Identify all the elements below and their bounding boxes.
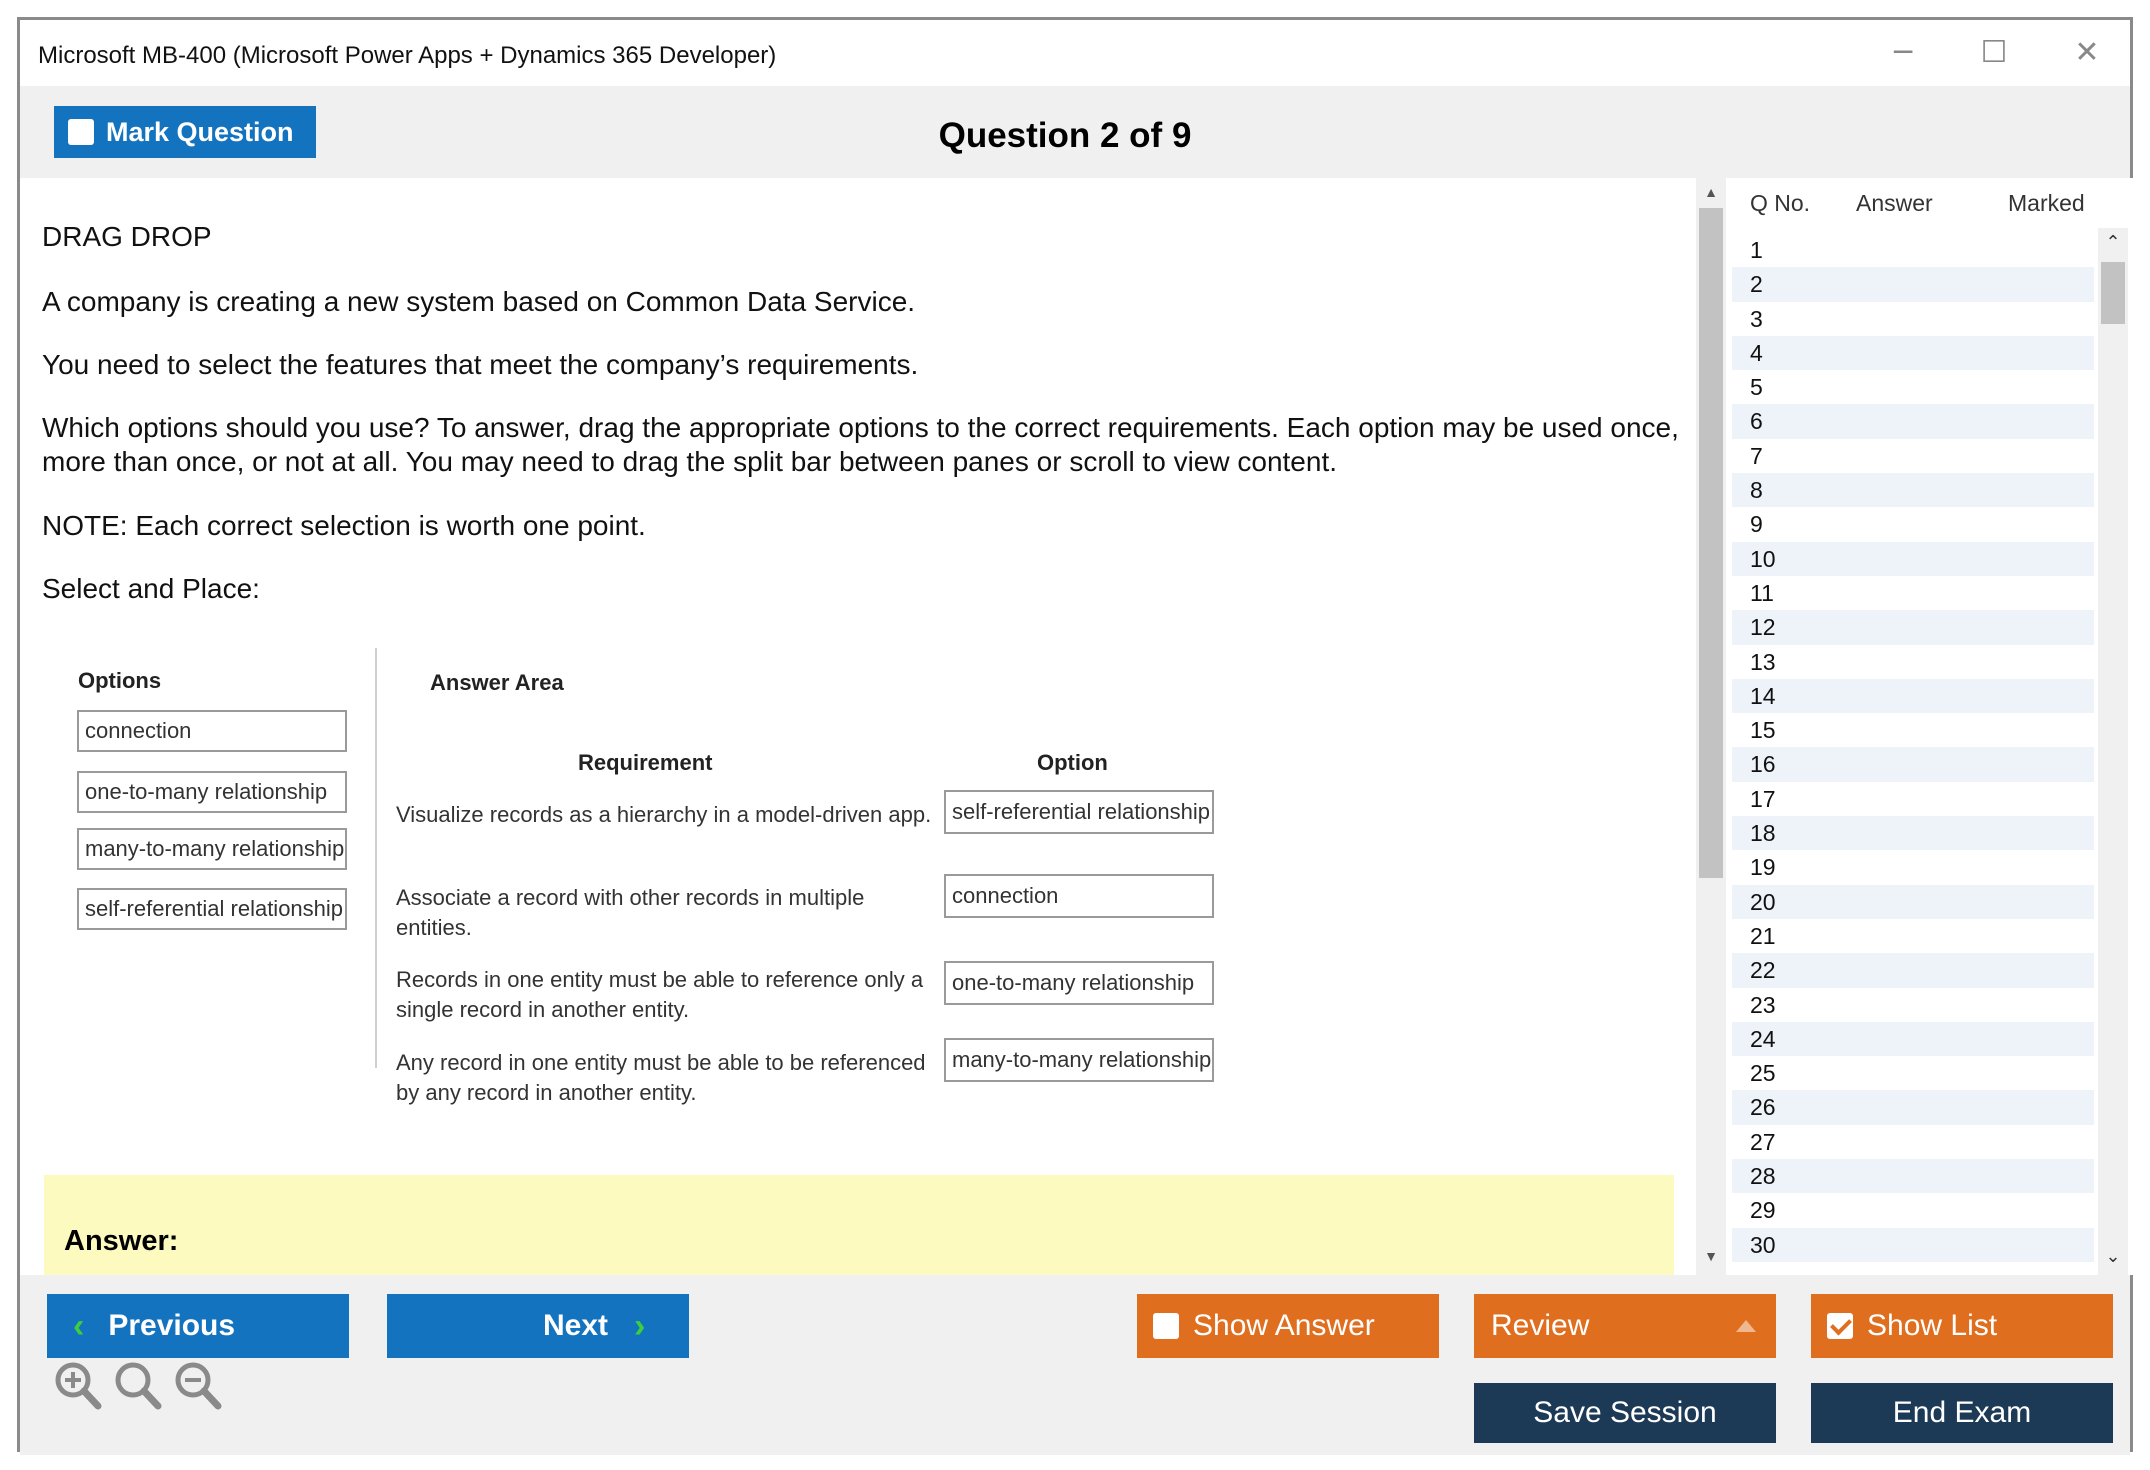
option-item[interactable]: connection [77,710,347,752]
question-list-item[interactable]: 15 [1750,717,1776,744]
question-list-item[interactable]: 9 [1750,511,1763,538]
next-label: Next [543,1309,609,1342]
zoom-out-icon[interactable] [173,1360,223,1412]
question-title: Question 2 of 9 [938,116,1192,155]
footer-toolbar [20,1275,2130,1455]
chevron-left-icon: ‹ [73,1306,85,1345]
question-type: DRAG DROP [42,221,212,252]
question-list-item[interactable]: 30 [1732,1228,2094,1262]
option-column-header: Option [1037,750,1108,775]
question-list-item[interactable]: 17 [1750,785,1776,812]
show-answer-button[interactable] [1137,1294,1439,1358]
requirement-text: Records in one entity must be able to reference only a [396,967,924,992]
question-list-item[interactable]: 13 [1750,648,1776,675]
question-scrollbar[interactable] [1696,178,1726,1275]
minimize-icon[interactable]: ─ [1893,35,1913,70]
question-pane [20,178,1695,1275]
previous-button[interactable] [47,1294,349,1358]
question-list-panel [1732,178,2136,1275]
chevron-down-icon[interactable]: ⌄ [2105,1246,2121,1266]
save-session-button[interactable]: Save Session [1474,1383,1776,1443]
question-list-item[interactable]: 16 [1732,747,2094,781]
review-button[interactable] [1474,1294,1776,1358]
zoom-in-icon[interactable] [53,1360,103,1412]
question-paragraph: Select and Place: [42,573,260,604]
question-paragraph: You need to select the features that meet the company’s requirements. [42,349,919,380]
scroll-down-icon[interactable]: ▼ [1704,1248,1718,1264]
question-list-item[interactable]: 6 [1732,404,2094,438]
question-list-item[interactable]: 18 [1732,816,2094,850]
answer-slot[interactable]: many-to-many relationship [944,1038,1214,1082]
answer-slot[interactable]: self-referential relationship [944,790,1214,834]
question-list-item[interactable]: 5 [1750,374,1763,401]
qno-column-header: Q No. [1750,190,1811,216]
option-item[interactable]: self-referential relationship [77,888,347,930]
question-paragraph: Which options should you use? To answer, drag the appropriate options to the correct requirements. Each option may be used once, more than once, or not at all. You may need to drag the split bar between panes or scroll to view content. [42,412,1679,477]
marked-column-header: Marked [2008,190,2085,216]
close-icon[interactable]: ✕ [2074,35,2100,70]
question-list-item[interactable]: 26 [1732,1090,2094,1124]
option-item[interactable]: many-to-many relationship [77,828,347,870]
requirement-text: Visualize records as a hierarchy in a model-driven app. [396,802,932,827]
exhibit-divider [375,648,377,1068]
question-list-item[interactable]: 23 [1750,991,1776,1018]
question-list-item[interactable]: 3 [1750,305,1763,332]
scroll-thumb[interactable] [1699,208,1723,878]
question-paragraph: A company is creating a new system based on Common Data Service. [42,286,916,317]
question-list-item[interactable]: 12 [1732,610,2094,644]
question-list-item[interactable]: 28 [1732,1159,2094,1193]
show-list-button[interactable] [1811,1294,2113,1358]
checked-checkbox-icon [1827,1313,1853,1339]
requirement-text: single record in another entity. [396,997,690,1022]
question-list-item[interactable]: 11 [1750,579,1774,606]
answer-area-heading: Answer Area [430,670,564,695]
answer-slot[interactable]: one-to-many relationship [944,961,1214,1005]
requirement-text: Associate a record with other records in multiple [396,885,865,910]
mark-question-label: Mark Question [106,116,294,147]
requirement-text: entities. [396,915,472,940]
question-list [1732,233,2094,1262]
answer-section [44,1175,1674,1275]
question-list-item[interactable]: 24 [1732,1022,2094,1056]
option-item[interactable]: one-to-many relationship [77,771,347,813]
requirement-column-header: Requirement [578,750,713,775]
question-list-item[interactable]: 25 [1750,1060,1776,1087]
scroll-up-icon[interactable]: ▲ [1704,184,1718,200]
window-title: Microsoft MB-400 (Microsoft Power Apps + Dynamics 365 Developer) [38,42,777,69]
show-list-label: Show List [1867,1309,1998,1342]
requirement-text: by any record in another entity. [396,1080,697,1105]
answer-slot[interactable]: connection [944,874,1214,918]
zoom-reset-icon[interactable] [113,1360,163,1412]
chevron-right-icon: › [634,1306,646,1345]
title-bar [20,20,2130,86]
requirement-text: Any record in one entity must be able to be referenced [396,1050,926,1075]
question-list-item[interactable]: 2 [1732,267,2094,301]
question-header [20,86,2130,178]
answer-label: Answer: [64,1225,179,1257]
show-answer-label: Show Answer [1193,1309,1375,1342]
next-button[interactable] [387,1294,689,1358]
options-heading: Options [78,668,162,693]
exam-window [17,17,2133,1452]
question-list-item[interactable]: 29 [1750,1197,1776,1224]
chevron-up-icon[interactable]: ⌃ [2105,232,2121,252]
question-list-item[interactable]: 19 [1750,854,1776,881]
question-list-item[interactable]: 10 [1732,542,2094,576]
question-list-item[interactable]: 4 [1732,336,2094,370]
question-list-scrollbar[interactable] [2098,228,2128,1275]
question-list-item[interactable]: 7 [1750,442,1763,469]
question-list-header [1732,178,2136,224]
question-list-item[interactable]: 22 [1732,953,2094,987]
checkbox-icon [1153,1313,1179,1339]
caret-up-icon [1736,1320,1756,1332]
end-exam-button[interactable]: End Exam [1811,1383,2113,1443]
previous-label: Previous [108,1309,236,1342]
review-label: Review [1491,1309,1590,1342]
question-paragraph: NOTE: Each correct selection is worth one point. [42,510,646,541]
question-list-item[interactable]: 21 [1750,922,1776,949]
question-list-item[interactable]: 20 [1732,885,2094,919]
scroll-thumb[interactable] [2101,262,2125,324]
question-list-item[interactable]: 1 [1750,237,1763,263]
question-list-item[interactable]: 14 [1732,679,2094,713]
maximize-icon[interactable]: ☐ [1980,35,2008,70]
question-list-item[interactable]: 8 [1732,473,2094,507]
answer-column-header: Answer [1856,190,1933,216]
question-list-item[interactable]: 27 [1750,1128,1776,1155]
